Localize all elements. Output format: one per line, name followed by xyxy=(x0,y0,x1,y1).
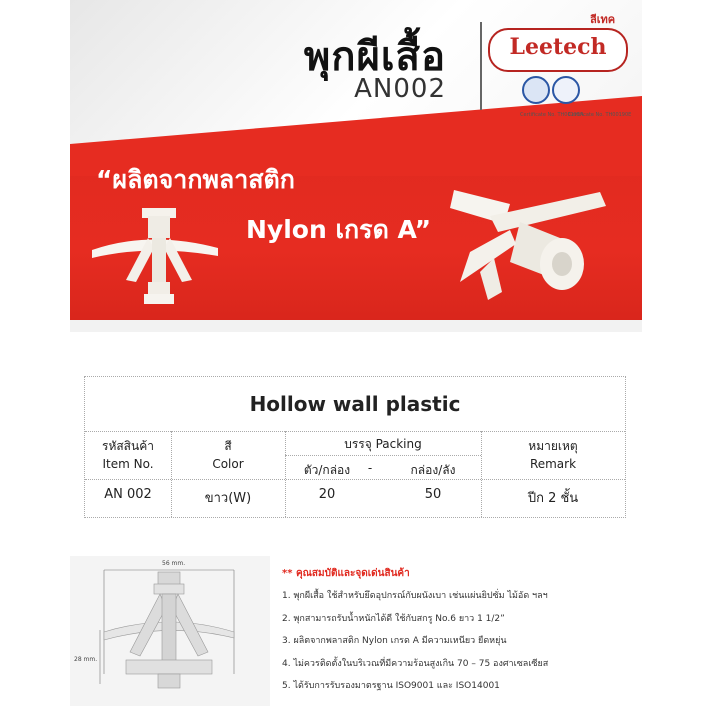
header-remark-th: หมายเหตุ xyxy=(528,439,578,453)
header-remark-en: Remark xyxy=(529,457,577,471)
product-title: พุกผีเสื้อ xyxy=(303,34,446,80)
cell-remark: ปีก 2 ชั้น xyxy=(527,491,579,506)
tagline-line-1: “ผลิตจากพลาสติก xyxy=(96,165,295,194)
dimension-height-label: 28 mm. xyxy=(74,656,98,663)
dimension-width-label: 56 mm. xyxy=(162,560,186,567)
product-banner xyxy=(70,0,642,332)
cert-seal-icon xyxy=(552,76,580,104)
tagline-line-2: Nylon เกรด A” xyxy=(246,215,431,244)
brand-logo-text: Leetech xyxy=(509,34,607,60)
feature-item: 1. พุกผีเสื้อ ใช้สำหรับยึดอุปกรณ์กับผนังเบา เช่นแผ่นยิปซั่ม ไม้อัด ฯลฯ xyxy=(282,591,548,601)
spec-table-title: Hollow wall plastic xyxy=(85,377,625,432)
feature-item: 3. ผลิตจากพลาสติก Nylon เกรด A มีความเหนียว ยืดหยุ่น xyxy=(282,636,507,646)
header-item-th: รหัสสินค้า xyxy=(102,439,154,453)
product-code: AN002 xyxy=(354,74,446,104)
header-color-th: สี xyxy=(224,439,232,453)
cell-color: ขาว(W) xyxy=(204,491,252,506)
cell-per-box: 20 xyxy=(318,487,336,502)
spec-table xyxy=(84,376,626,518)
header-dash: - xyxy=(367,461,373,475)
header-color-en: Color xyxy=(212,457,244,471)
feature-item: 5. ได้รับการรับรองมาตรฐาน ISO9001 และ ISO14001 xyxy=(282,681,500,691)
banner-bottom-band xyxy=(70,320,642,332)
brand-logo-thai: ลีเทค xyxy=(590,13,616,26)
cell-item-no: AN 002 xyxy=(104,487,152,502)
header-per-carton: กล่อง/ลัง xyxy=(410,463,456,477)
features-list xyxy=(282,566,622,701)
packing-divider xyxy=(285,455,481,456)
header-packing: บรรจุ Packing xyxy=(344,437,422,451)
cert-number-2: Certificate No. TH00190E xyxy=(568,112,632,118)
anchor-angle-view-image xyxy=(450,172,620,312)
features-title: ** คุณสมบัติและจุดเด่นสินค้า xyxy=(282,568,410,579)
iso-cert-icon xyxy=(522,76,550,104)
anchor-front-view-image xyxy=(90,200,220,310)
anchor-technical-drawing xyxy=(70,556,270,706)
header-per-box: ตัว/กล่อง xyxy=(303,463,351,477)
brand-logo xyxy=(488,28,628,72)
header-item-en: Item No. xyxy=(102,457,154,471)
header-divider xyxy=(480,22,482,110)
dimension-drawing xyxy=(70,556,270,706)
feature-item: 2. พุกสามารถรับน้ำหนักได้ดี ใช้กับสกรู No.6 ยาว 1 1/2” xyxy=(282,613,505,624)
feature-item: 4. ไม่ควรติดตั้งในบริเวณที่มีความร้อนสูงเกิน 70 – 75 องศาเซลเซียส xyxy=(282,658,549,669)
cert-number-1: Certificate No. TH00191A xyxy=(520,112,584,118)
cell-per-carton: 50 xyxy=(424,487,442,502)
